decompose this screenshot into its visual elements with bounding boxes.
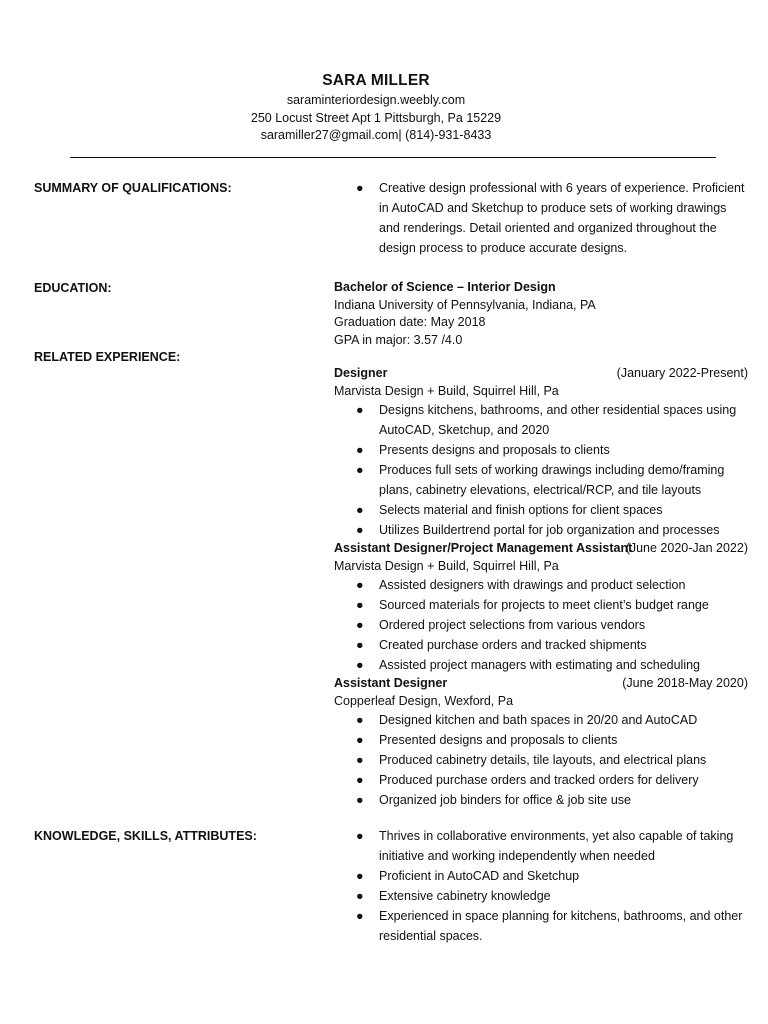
skill-bullet bbox=[334, 906, 748, 946]
bullet-text-line: Organized job binders for office & job site use bbox=[379, 793, 631, 807]
skill-bullet bbox=[334, 826, 748, 866]
skill-bullet bbox=[334, 886, 748, 906]
school: Indiana University of Pennsylvania, Indiana, PA bbox=[334, 297, 596, 312]
bullet-text-line: Produced purchase orders and tracked orders for delivery bbox=[379, 773, 699, 787]
bullet-text-line: Designed kitchen and bath spaces in 20/20 and AutoCAD bbox=[379, 713, 698, 727]
bullet-text-line: Experienced in space planning for kitchens, bathrooms, and other bbox=[379, 909, 743, 923]
bullet-text-line: Utilizes Buildertrend portal for job organization and processes bbox=[379, 523, 720, 537]
job-dates: (June 2020-Jan 2022) bbox=[625, 541, 748, 555]
candidate-name: SARA MILLER bbox=[322, 72, 430, 89]
bullet-text-line: Sourced materials for projects to meet client’s budget range bbox=[379, 598, 709, 612]
job-bullet bbox=[334, 400, 748, 440]
bullet-icon: ● bbox=[356, 733, 364, 747]
job-bullet bbox=[334, 520, 748, 540]
job-bullet bbox=[334, 730, 748, 750]
summary-bullet-list bbox=[334, 178, 748, 258]
bullet-text-line: Presented designs and proposals to clients bbox=[379, 733, 618, 747]
bullet-text-line: and renderings. Detail oriented and organized throughout the bbox=[379, 221, 717, 235]
job-bullet bbox=[334, 655, 748, 675]
bullet-icon: ● bbox=[356, 403, 364, 417]
job-bullet bbox=[334, 770, 748, 790]
experience-label: RELATED EXPERIENCE: bbox=[34, 350, 181, 364]
bullet-text-line: design process to produce accurate designs. bbox=[379, 241, 628, 255]
bullet-text-line: initiative and working independently when needed bbox=[379, 849, 655, 863]
bullet-text-line: Produced cabinetry details, tile layouts, and electrical plans bbox=[379, 753, 707, 767]
skill-bullet bbox=[334, 866, 748, 886]
bullet-text-line: Proficient in AutoCAD and Sketchup bbox=[379, 869, 580, 883]
bullet-icon: ● bbox=[356, 829, 364, 843]
job-dates: (January 2022-Present) bbox=[616, 366, 748, 380]
website-line: saraminteriordesign.weebly.com bbox=[286, 93, 466, 107]
summary-label: SUMMARY OF QUALIFICATIONS: bbox=[34, 181, 232, 195]
job-bullet bbox=[334, 635, 748, 655]
job-bullet bbox=[334, 575, 748, 595]
education-label: EDUCATION: bbox=[34, 281, 112, 295]
bullet-text-line: plans, cabinetry elevations, electrical/RCP, and tile layouts bbox=[379, 483, 702, 497]
job-entry bbox=[334, 540, 748, 675]
job-company: Marvista Design + Build, Squirrel Hill, Pa bbox=[334, 383, 559, 398]
job-company: Marvista Design + Build, Squirrel Hill, Pa bbox=[334, 558, 559, 573]
bullet-icon: ● bbox=[356, 443, 364, 457]
job-bullet bbox=[334, 460, 748, 500]
summary-bullet bbox=[334, 178, 748, 258]
bullet-icon: ● bbox=[356, 773, 364, 787]
job-bullet bbox=[334, 790, 748, 810]
bullet-text-line: Creative design professional with 6 years of experience. Proficient bbox=[379, 181, 745, 195]
job-bullet bbox=[334, 750, 748, 770]
address-line: 250 Locust Street Apt 1 Pittsburgh, Pa 15229 bbox=[250, 110, 502, 125]
bullet-text-line: residential spaces. bbox=[379, 929, 483, 943]
bullet-text-line: Ordered project selections from various vendors bbox=[379, 618, 646, 632]
skills-section bbox=[334, 826, 748, 946]
skills-bullet-list bbox=[334, 826, 748, 946]
bullet-icon: ● bbox=[356, 598, 364, 612]
bullet-icon: ● bbox=[356, 909, 364, 923]
bullet-icon: ● bbox=[356, 658, 364, 672]
bullet-icon: ● bbox=[356, 463, 364, 477]
degree: Bachelor of Science – Interior Design bbox=[334, 280, 556, 294]
bullet-text-line: Assisted project managers with estimating and scheduling bbox=[379, 658, 701, 672]
job-header bbox=[334, 675, 748, 693]
bullet-icon: ● bbox=[356, 638, 364, 652]
education-section bbox=[334, 279, 748, 349]
job-entry bbox=[334, 365, 748, 540]
bullet-icon: ● bbox=[356, 618, 364, 632]
bullet-text-line: Produces full sets of working drawings including demo/framing bbox=[379, 463, 725, 477]
contact-line: saramiller27@gmail.com| (814)-931-8433 bbox=[260, 128, 492, 142]
bullet-text-line: Extensive cabinetry knowledge bbox=[379, 889, 551, 903]
gpa: GPA in major: 3.57 /4.0 bbox=[334, 332, 463, 347]
bullet-text-line: Thrives in collaborative environments, yet also capable of taking bbox=[379, 829, 734, 843]
bullet-icon: ● bbox=[356, 181, 364, 195]
bullet-icon: ● bbox=[356, 523, 364, 537]
job-bullet bbox=[334, 440, 748, 460]
bullet-text-line: Assisted designers with drawings and product selection bbox=[379, 578, 686, 592]
bullet-icon: ● bbox=[356, 869, 364, 883]
bullet-text-line: Created purchase orders and tracked shipments bbox=[379, 638, 647, 652]
summary-section bbox=[334, 178, 748, 258]
header-divider bbox=[70, 157, 716, 158]
job-company: Copperleaf Design, Wexford, Pa bbox=[334, 693, 514, 708]
bullet-text-line: AutoCAD, Sketchup, and 2020 bbox=[379, 423, 550, 437]
bullet-icon: ● bbox=[356, 889, 364, 903]
graduation-date: Graduation date: May 2018 bbox=[334, 315, 486, 329]
job-title: Designer bbox=[334, 366, 388, 380]
resume-header bbox=[0, 70, 752, 145]
bullet-icon: ● bbox=[356, 753, 364, 767]
job-title: Assistant Designer/Project Management Assistant bbox=[334, 541, 633, 555]
job-bullet bbox=[334, 710, 748, 730]
bullet-text-line: Designs kitchens, bathrooms, and other residential spaces using bbox=[379, 403, 737, 417]
bullet-text-line: in AutoCAD and Sketchup to produce sets of working drawings bbox=[379, 201, 727, 215]
job-entry bbox=[334, 675, 748, 810]
job-bullet bbox=[334, 595, 748, 615]
job-dates: (June 2018-May 2020) bbox=[622, 676, 748, 690]
job-header bbox=[334, 540, 748, 558]
experience-section bbox=[334, 365, 748, 810]
bullet-icon: ● bbox=[356, 503, 364, 517]
job-bullet bbox=[334, 500, 748, 520]
bullet-icon: ● bbox=[356, 793, 364, 807]
job-header bbox=[334, 365, 748, 383]
skills-label: KNOWLEDGE, SKILLS, ATTRIBUTES: bbox=[34, 829, 257, 843]
bullet-text-line: Selects material and finish options for client spaces bbox=[379, 503, 663, 517]
bullet-icon: ● bbox=[356, 578, 364, 592]
job-bullet bbox=[334, 615, 748, 635]
bullet-text-line: Presents designs and proposals to clients bbox=[379, 443, 610, 457]
job-title: Assistant Designer bbox=[334, 676, 448, 690]
bullet-icon: ● bbox=[356, 713, 364, 727]
